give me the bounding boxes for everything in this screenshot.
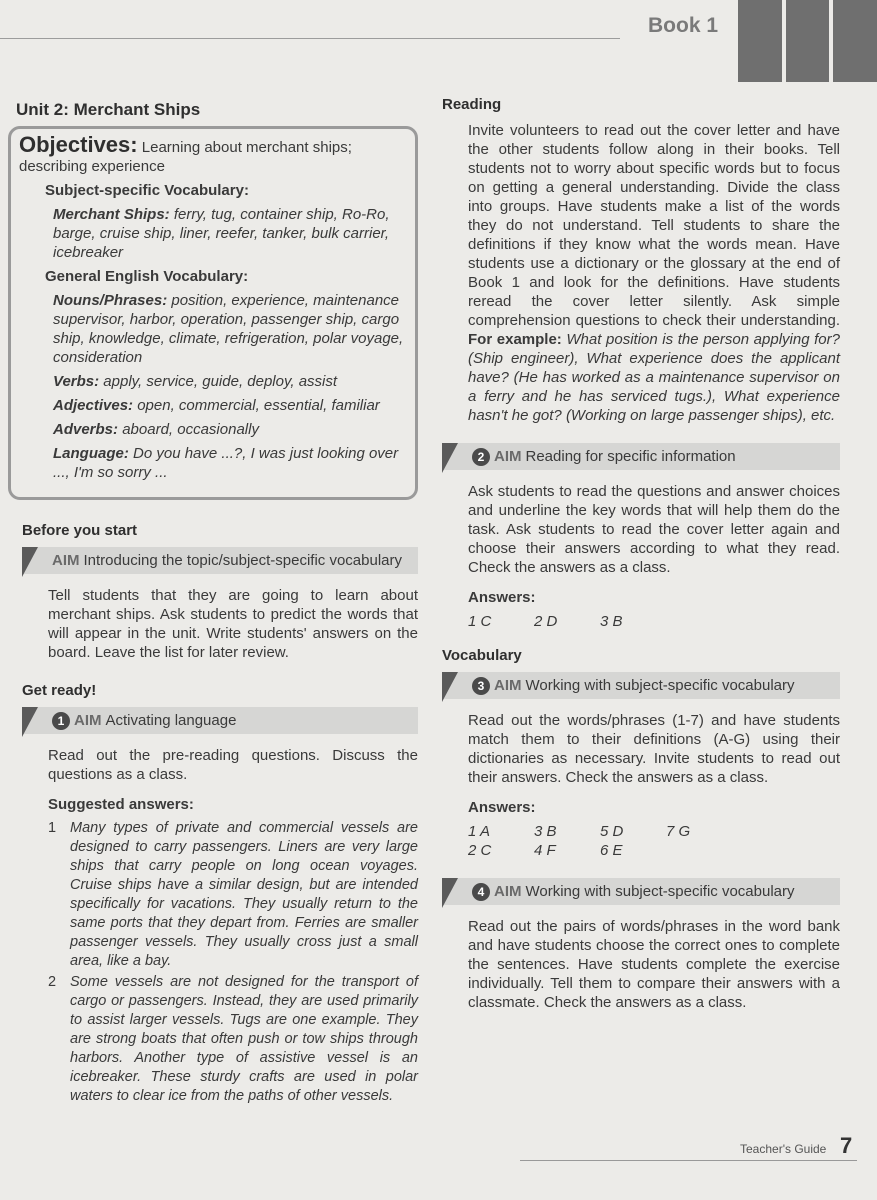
- footer-label: Teacher's Guide: [740, 1142, 827, 1156]
- aim-triangle-icon: [442, 878, 458, 908]
- objectives-heading: Objectives:: [19, 132, 138, 157]
- objectives-box: [8, 126, 418, 500]
- objectives-text: Learning about merchant ships; describing experience: [19, 139, 352, 175]
- aim-label: AIM: [52, 552, 80, 569]
- aim-text: Introducing the topic/subject-specific vocabulary: [83, 552, 403, 569]
- adv-text: aboard, occasionally: [118, 421, 259, 438]
- adj-label: Adjectives:: [53, 397, 134, 414]
- task-number-badge: 1: [52, 712, 70, 730]
- nouns-label: Nouns/Phrases:: [53, 292, 168, 309]
- task-number-badge: 4: [472, 883, 490, 901]
- before-aim-bar: [22, 547, 418, 574]
- list-item: 1 Many types of private and commercial vessels are designed to carry passengers. Liners are very large ships that carry people on long ocean voyages. Cruise ships have a similar design, but are intended specifically for vacations. They usually return to the same ports that they depart from. Ferries are smaller passenger vessels. They usually cross just a small area, like a bay.: [48, 820, 418, 969]
- aim-text: Working with subject-specific vocabulary: [525, 883, 795, 900]
- verbs-text: apply, service, guide, deploy, assist: [99, 373, 338, 390]
- task3-answers-row2: 2 C 4 F 6 E: [468, 842, 623, 859]
- task-number-badge: 3: [472, 677, 490, 695]
- task2-paragraph: Ask students to read the questions and answer choices and underline the key words that will help them do the task. Ask students to read the cover letter again and choose their answers according to what they read. Check the answers as a class.: [468, 483, 840, 576]
- task2-answers-heading: Answers:: [468, 589, 536, 606]
- aim-label: AIM: [494, 448, 522, 465]
- before-heading: Before you start: [22, 522, 138, 539]
- before-paragraph: Tell students that they are going to learn about merchant ships. Ask students to predict the words that will appear in the unit. Write students' answers on the board. Leave the list for later review.: [48, 587, 418, 661]
- task3-answers-row1: 1 A 3 B 5 D 7 G: [468, 823, 691, 840]
- task2-aim-bar: [442, 443, 840, 470]
- adv-label: Adverbs:: [53, 421, 119, 438]
- aim-triangle-icon: [442, 443, 458, 473]
- unit-title: Unit 2: Merchant Ships: [16, 100, 201, 119]
- aim-text: Activating language: [105, 712, 237, 729]
- aim-triangle-icon: [22, 547, 38, 577]
- merchant-label: Merchant Ships:: [53, 206, 170, 223]
- header-tabs-decoration: [738, 0, 877, 82]
- suggested-answers-list: [48, 819, 418, 1106]
- right-column: [440, 96, 840, 1024]
- aim-triangle-icon: [22, 707, 38, 737]
- gev-heading: General English Vocabulary:: [45, 268, 249, 285]
- vocabulary-heading: Vocabulary: [442, 647, 522, 664]
- left-column: [8, 100, 418, 1108]
- lang-text: Do you have ...?, I was just looking over ..., I'm so sorry ...: [53, 445, 399, 481]
- task3-paragraph: Read out the words/phrases (1-7) and have students match them to their definitions (A-G) using their dictionaries as necessary. Invite students to read out their answers. Check the answers as a class.: [468, 712, 840, 786]
- footer-rule: [520, 1160, 857, 1161]
- merchant-text: ferry, tug, container ship, Ro-Ro, barge, cruise ship, liner, reefer, tanker, bulk carrier, icebreaker: [53, 206, 390, 261]
- task1-aim-bar: [22, 707, 418, 734]
- example-text: What position is the person applying for? (Ship engineer), What experience does the applicant have? (He has worked as a maintenance supervisor on a ferry and he has serviced tugs.), What experience hasn't he got? (Working on large passenger ships), etc.: [468, 331, 840, 424]
- aim-text: Working with subject-specific vocabulary: [525, 677, 795, 694]
- aim-label: AIM: [494, 677, 522, 694]
- aim-label: AIM: [74, 712, 102, 729]
- reading-paragraph: Invite volunteers to read out the cover letter and have the other students follow along in their books. Tell students not to worry about specific words but to focus on getting a general understanding. Divide the class into groups. Have students make a list of the words they do not understand. Tell students to share the definitions if they know what the words mean. Have students use a dictionary or the glossary at the end of Book 1 and look for the definitions. Have students reread the cover letter silently. Ask simple comprehension questions to check their understanding. For example: What position is the person applying for? (Ship engineer), What experience does the applicant have? (He has worked as a maintenance supervisor on a ferry and he has serviced tugs.), What experience hasn't he got? (Working on large passenger ships), etc.: [468, 122, 840, 424]
- getready-paragraph: Read out the pre-reading questions. Discuss the questions as a class.: [48, 747, 418, 783]
- lang-label: Language:: [53, 445, 129, 462]
- task4-aim-bar: [442, 878, 840, 905]
- header-rule: [0, 38, 620, 39]
- book-label: Book 1: [648, 14, 719, 37]
- nouns-text: position, experience, maintenance supervisor, harbor, operation, passenger ship, cargo ship, knowledge, climate, refrigeration, polar voyage, consideration: [53, 292, 404, 366]
- reading-heading: Reading: [442, 96, 502, 113]
- aim-text: Reading for specific information: [525, 448, 736, 465]
- task-number-badge: 2: [472, 448, 490, 466]
- page-number: 7: [840, 1133, 853, 1158]
- aim-triangle-icon: [442, 672, 458, 702]
- adj-text: open, commercial, essential, familiar: [133, 397, 380, 414]
- ssv-heading: Subject-specific Vocabulary:: [45, 182, 249, 199]
- task2-answers: 1 C 2 D 3 B: [468, 613, 623, 630]
- verbs-label: Verbs:: [53, 373, 100, 390]
- getready-heading: Get ready!: [22, 682, 97, 699]
- task3-answers-heading: Answers:: [468, 799, 536, 816]
- task3-aim-bar: [442, 672, 840, 699]
- list-item: 2 Some vessels are not designed for the transport of cargo or passengers. Instead, they are used primarily to assist larger vessels. Tugs are one example. They are strong boats that often push or tow ships through harbors. Another type of assistive vessel is an icebreaker. These sturdy crafts are used in polar waters to clear ice from the paths of other vessels.: [48, 974, 418, 1104]
- example-label: For example:: [468, 331, 562, 348]
- aim-label: AIM: [494, 883, 522, 900]
- task4-paragraph: Read out the pairs of words/phrases in the word bank and have students choose the correct ones to complete the sentences. Have students complete the exercise individually. Tell them to compare their answers with a classmate. Check the answers as a class.: [468, 918, 840, 1011]
- suggested-answers-heading: Suggested answers:: [48, 796, 194, 813]
